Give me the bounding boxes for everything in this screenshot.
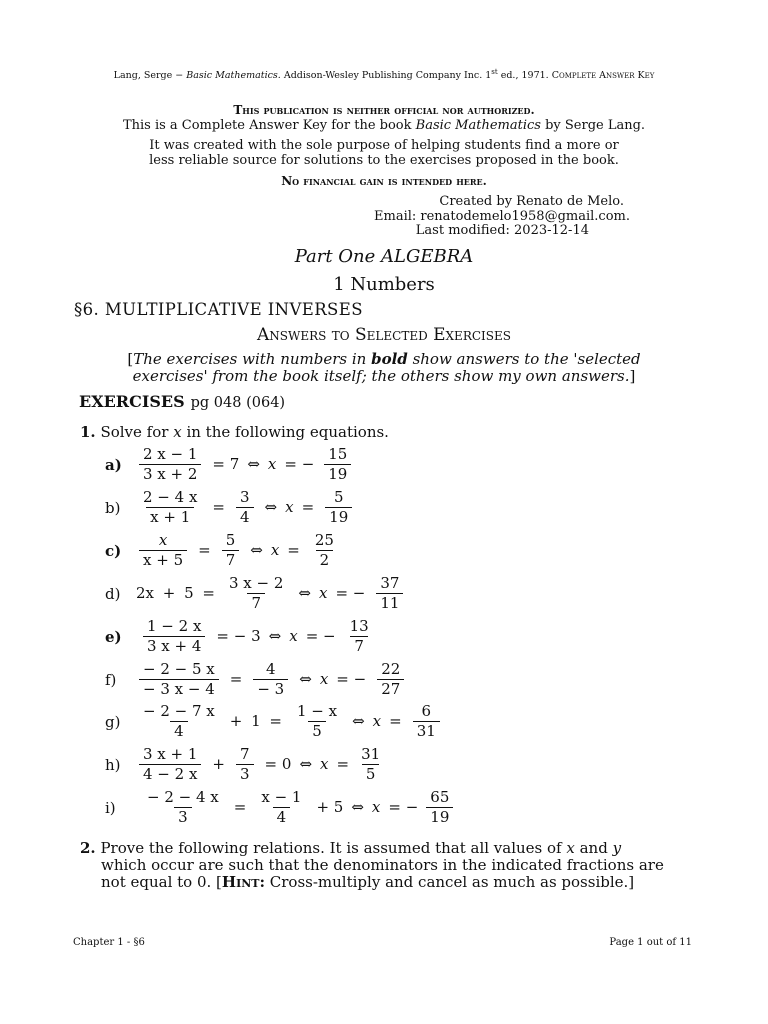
denominator: 7 <box>222 550 240 569</box>
denominator: − 3 x − 4 <box>139 679 219 698</box>
variable: x <box>319 584 328 602</box>
variable: x <box>267 455 277 473</box>
citation-title: Basic Mathematics. <box>186 70 281 82</box>
question-1 <box>80 423 389 441</box>
note-line-2 <box>0 367 768 385</box>
answer-fraction <box>357 746 384 782</box>
note-bracket-open: [ <box>127 350 134 368</box>
denominator: 7 <box>247 593 265 612</box>
hint-text: Cross-multiply and cancel as much as possible.] <box>265 873 635 891</box>
denominator: 2 <box>316 550 334 569</box>
exercises-label: EXERCISES <box>79 392 185 411</box>
numerator: 13 <box>349 617 369 635</box>
item-c-label: c) <box>105 542 122 560</box>
answer-fraction <box>325 489 352 525</box>
citation-answer-key: Complete Answer Key <box>551 70 655 82</box>
fraction <box>139 703 219 739</box>
item-f-label: f) <box>105 671 117 689</box>
fraction <box>143 789 223 825</box>
denominator: 19 <box>324 464 351 483</box>
answer-fraction <box>426 789 453 825</box>
note-bracket-close: ] <box>629 367 636 385</box>
question-variable: x <box>173 423 182 441</box>
plus: + <box>212 755 225 773</box>
purpose-text: This is a Complete Answer Key for the book <box>122 118 416 133</box>
plus: + 5 <box>316 798 344 816</box>
equals: = <box>287 541 300 559</box>
denominator: 27 <box>377 679 404 698</box>
denominator: 19 <box>426 807 453 826</box>
equals: = − <box>335 584 366 602</box>
iff-symbol: ⇔ <box>351 798 364 816</box>
equals: = − <box>388 798 419 816</box>
denominator: 4 − 2 x <box>139 764 201 783</box>
answer-fraction <box>311 532 338 568</box>
numerator: 37 <box>380 574 400 592</box>
numerator: 1 − 2 x <box>147 617 202 635</box>
equation-c <box>136 530 341 570</box>
purpose-line <box>0 118 768 133</box>
numerator: 31 <box>361 745 381 763</box>
question-text-and: and <box>574 839 613 857</box>
item-h-label: h) <box>105 756 121 774</box>
question-2-line-3 <box>80 874 700 891</box>
footer-page-number: Page 1 out of 11 <box>609 937 692 948</box>
numerator: x − 1 <box>261 788 302 806</box>
variable: x <box>319 670 329 688</box>
answer-fraction <box>377 661 404 697</box>
equation-d <box>136 573 406 613</box>
credit-created: Created by Renato de Melo. <box>439 194 624 209</box>
fraction <box>257 789 305 825</box>
iff-symbol: ⇔ <box>264 498 278 516</box>
numerator: − 2 − 5 x <box>143 660 215 678</box>
note-text-2: exercises' from the book itself; the others show my own answers. <box>132 367 630 385</box>
equals: = <box>336 755 350 773</box>
equals: = − 3 <box>216 627 261 645</box>
numerator: 7 <box>240 745 250 763</box>
note-line-1 <box>0 350 768 368</box>
denominator: 3 x + 2 <box>139 464 201 483</box>
item-a-label: a) <box>105 456 122 474</box>
iff-symbol: ⇔ <box>268 627 282 645</box>
numerator: 22 <box>381 660 401 678</box>
variable: x <box>372 712 382 730</box>
citation-year: ed., 1971. <box>497 70 552 82</box>
equation-a <box>136 444 354 484</box>
fraction <box>236 489 254 525</box>
equals: + 1 = <box>229 712 282 730</box>
answer-fraction <box>376 575 403 611</box>
equation-i <box>140 787 456 827</box>
numerator: 6 <box>421 702 432 720</box>
numerator: 4 <box>266 660 276 678</box>
denominator: x + 1 <box>146 507 194 526</box>
denominator: 5 <box>308 721 326 740</box>
denominator: 3 x + 4 <box>143 636 205 655</box>
note-text-a: The exercises with numbers in <box>133 350 372 368</box>
denominator: 19 <box>325 507 352 526</box>
question-text: not equal to 0. [ <box>101 873 222 891</box>
equation-b <box>136 487 355 527</box>
denominator: 31 <box>413 721 440 740</box>
chapter-title: 1 Numbers <box>333 274 435 295</box>
numerator: 3 x − 2 <box>229 574 284 592</box>
fraction <box>253 661 288 697</box>
fraction <box>139 746 201 782</box>
question-number: 2. <box>80 839 96 857</box>
iff-symbol: ⇔ <box>250 541 263 559</box>
fraction <box>236 746 254 782</box>
numerator: 2 x − 1 <box>143 445 198 463</box>
numerator: 65 <box>430 788 450 806</box>
numerator: 3 <box>240 488 250 506</box>
citation-sup: st <box>491 68 498 76</box>
variable: x <box>270 541 280 559</box>
variable: x <box>371 798 381 816</box>
question-number: 1. <box>80 423 96 441</box>
note-text-c: show answers to the 'selected <box>407 350 641 368</box>
credit-email: Email: renatodemelo1958@gmail.com. <box>374 209 630 224</box>
citation-publisher: Addison-Wesley Publishing Company Inc. 1 <box>280 70 492 82</box>
fraction <box>139 489 201 525</box>
part-title: Part One ALGEBRA <box>294 246 474 267</box>
disclaimer-line: This publication is neither official nor authorized. <box>233 103 535 117</box>
variable: x <box>289 627 298 645</box>
note-bold: bold <box>371 350 408 368</box>
question-variable-y: y <box>612 839 622 857</box>
section-title: §6. MULTIPLICATIVE INVERSES <box>74 300 363 319</box>
purpose-author: by Serge Lang. <box>540 118 646 133</box>
equals: = <box>389 712 402 730</box>
denominator: x + 5 <box>139 550 187 569</box>
equals: = <box>229 670 243 688</box>
answers-heading: Answers to Selected Exercises <box>257 325 511 345</box>
denominator: 11 <box>376 593 403 612</box>
fraction <box>293 703 341 739</box>
denominator: 4 <box>236 507 254 526</box>
fraction <box>139 446 201 482</box>
footer-chapter: Chapter 1 - §6 <box>73 937 145 948</box>
denominator: 4 <box>273 807 291 826</box>
denominator: 3 <box>236 764 254 783</box>
equation-e <box>140 616 376 656</box>
answer-fraction <box>413 703 440 739</box>
numerator: 3 x + 1 <box>143 745 198 763</box>
question-2-line-1 <box>80 840 700 857</box>
numerator: 15 <box>328 445 348 463</box>
fraction <box>139 532 187 568</box>
question-text: Prove the following relations. It is assumed that all values of <box>100 839 567 857</box>
intro-line-3: It was created with the sole purpose of helping students find a more or <box>149 138 619 153</box>
intro-line-4: less reliable source for solutions to the exercises proposed in the book. <box>149 153 619 168</box>
denominator: 4 <box>170 721 188 740</box>
book-title: Basic Mathematics <box>415 118 541 133</box>
equation-g <box>136 701 443 741</box>
iff-symbol: ⇔ <box>299 670 312 688</box>
iff-symbol: ⇔ <box>352 712 365 730</box>
answer-fraction <box>346 618 373 654</box>
fraction <box>225 575 287 611</box>
item-d-label: d) <box>105 585 121 603</box>
equals: = <box>233 798 247 816</box>
equals: = − <box>336 670 367 688</box>
question-variable-x: x <box>566 839 575 857</box>
denominator: − 3 <box>253 679 288 698</box>
numerator: − 2 − 7 x <box>143 702 215 720</box>
question-text: Solve for <box>100 423 174 441</box>
fraction <box>143 618 205 654</box>
iff-symbol: ⇔ <box>298 584 311 602</box>
denominator: 3 <box>174 807 192 826</box>
exercises-heading <box>79 392 285 411</box>
citation-header <box>0 68 768 81</box>
question-text-end: in the following equations. <box>181 423 389 441</box>
fraction <box>139 661 219 697</box>
question-2 <box>80 840 700 891</box>
item-g-label: g) <box>105 713 121 731</box>
question-2-line-2: which occur are such that the denominators in the indicated fractions are <box>101 856 664 874</box>
equals: = 0 <box>264 755 292 773</box>
no-gain-line: No financial gain is intended here. <box>281 174 487 188</box>
iff-symbol: ⇔ <box>299 755 313 773</box>
numerator: 5 <box>333 488 344 506</box>
hint-label: Hint: <box>221 873 266 891</box>
exercises-page: pg 048 (064) <box>190 395 286 411</box>
denominator: 5 <box>362 764 380 783</box>
equals: = 7 <box>212 455 240 473</box>
numerator: 25 <box>314 531 334 549</box>
item-i-label: i) <box>105 799 116 817</box>
numerator: 5 <box>225 531 236 549</box>
equals: = − <box>284 455 315 473</box>
citation-author: Lang, Serge − <box>113 70 187 82</box>
equals: = <box>301 498 315 516</box>
variable: x <box>285 498 294 516</box>
numerator: − 2 − 4 x <box>147 788 219 806</box>
equation-h <box>136 744 387 784</box>
iff-symbol: ⇔ <box>247 455 260 473</box>
fraction <box>222 532 240 568</box>
equals: = <box>212 498 225 516</box>
numerator: x <box>158 531 168 549</box>
equals: = − <box>305 627 336 645</box>
denominator: 7 <box>350 636 368 655</box>
equals: = <box>198 541 211 559</box>
item-e-label: e) <box>105 628 122 646</box>
variable: x <box>320 755 329 773</box>
equation-f <box>136 659 407 699</box>
left-side: 2x + 5 = <box>136 584 215 602</box>
numerator: 1 − x <box>296 702 338 720</box>
answer-fraction <box>324 446 351 482</box>
item-b-label: b) <box>105 499 121 517</box>
numerator: 2 − 4 x <box>143 488 198 506</box>
credit-modified: Last modified: 2023-12-14 <box>415 223 589 238</box>
